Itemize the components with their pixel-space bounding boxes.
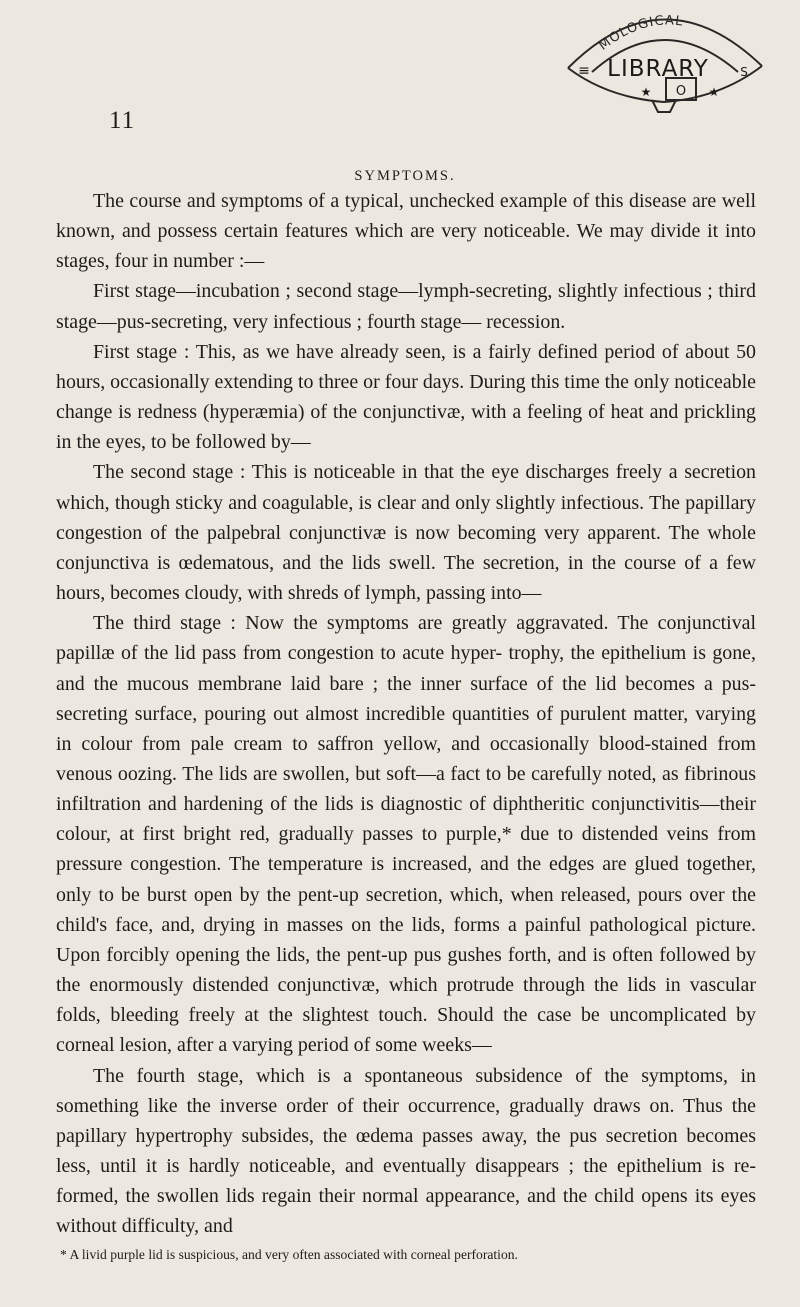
paragraph-first-stage: First stage : This, as we have already seen, is a fairly defined period of about 50 hours, occasionally extending to three or four days. During this time the only noticeable change is redness (hyperæmia) of the conjunctivæ, with a feeling of heat and prickling in the eyes, to be followed by— xyxy=(56,340,756,454)
svg-text:MOLOGICAL xyxy=(596,13,684,53)
stamp-star-left: ★ xyxy=(640,85,652,99)
stamp-star-right: ★ xyxy=(708,85,720,99)
stamp-main-text: LIBRARY xyxy=(607,56,709,82)
page-number: 11 xyxy=(109,107,136,134)
section-heading: SYMPTOMS. xyxy=(354,168,456,184)
paragraph-second-stage: The second stage : This is noticeable in that the eye discharges freely a secretion which, though sticky and coagulable, is clear and only slightly infectious. The papillary congestion of the palpebral conjunctivæ is now becoming very apparent. The whole conjunctiva is œdematous, and the lids swell. The secretion, in the course of a few hours, becomes cloudy, with shreds of lymph, passing into— xyxy=(56,461,756,605)
library-stamp xyxy=(548,2,780,114)
body-text xyxy=(56,186,756,1241)
paragraph-stages-list: First stage—incubation ; second stage—lymph-secreting, slightly infectious ; third stage—pus-secreting, very infectious ; fourth stage— recession. xyxy=(56,280,756,333)
stamp-side-right: S xyxy=(740,65,748,79)
paragraph-third-stage: The third stage : Now the symptoms are greatly aggravated. The conjunctival papillæ of the lid pass from congestion to acute hyper- trophy, the epithelium is gone, and the mucous membrane laid bare ; the inner surface of the lid becomes a pus-secreting surface, pouring out almost incredible quantities of purulent matter, varying in colour from pale cream to saffron yellow, and occasionally blood-stained from venous oozing. The lids are swollen, but soft—a fact to be carefully noted, as fibrinous infiltration and hardening of the lids is diagnostic of diphtheritic conjunctivitis—their colour, at first bright red, gradually passes to purple,* due to distended veins from pressure congestion. The temperature is increased, and the edges are glued together, only to be burst open by the pent-up secretion, which, when released, pours over the child's face, and, drying in masses on the lids, forms a painful pathological picture. Upon forcibly opening the lids, the pent-up pus gushes forth, and is often followed by the enormously distended conjunctivæ, which protrude through the lids in vascular folds, bleeding freely at the slightest touch. Should the case be uncomplicated by corneal lesion, after a varying period of some weeks— xyxy=(56,612,756,1057)
stamp-small-letter: O xyxy=(675,84,687,99)
footnote: * A livid purple lid is suspicious, and very often associated with corneal perforation. xyxy=(60,1247,518,1262)
stamp-top-text: MOLOGICAL xyxy=(596,13,685,54)
paragraph-intro: The course and symptoms of a typical, unchecked example of this disease are well known, and possess certain features which are very noticeable. We may divide it into stages, four in number :— xyxy=(56,190,756,273)
stamp-side-left: ≡ xyxy=(578,63,590,79)
paragraph-fourth-stage: The fourth stage, which is a spontaneous subsidence of the symptoms, in something like the inverse order of their occurrence, gradually draws on. Thus the papillary hypertrophy subsides, the œdema passes away, the pus secretion becomes less, until it is hardly noticeable, and eventually disappears ; the epithelium is re-formed, the swollen lids regain their normal appearance, and the child opens its eyes without difficulty, and xyxy=(56,1064,756,1238)
